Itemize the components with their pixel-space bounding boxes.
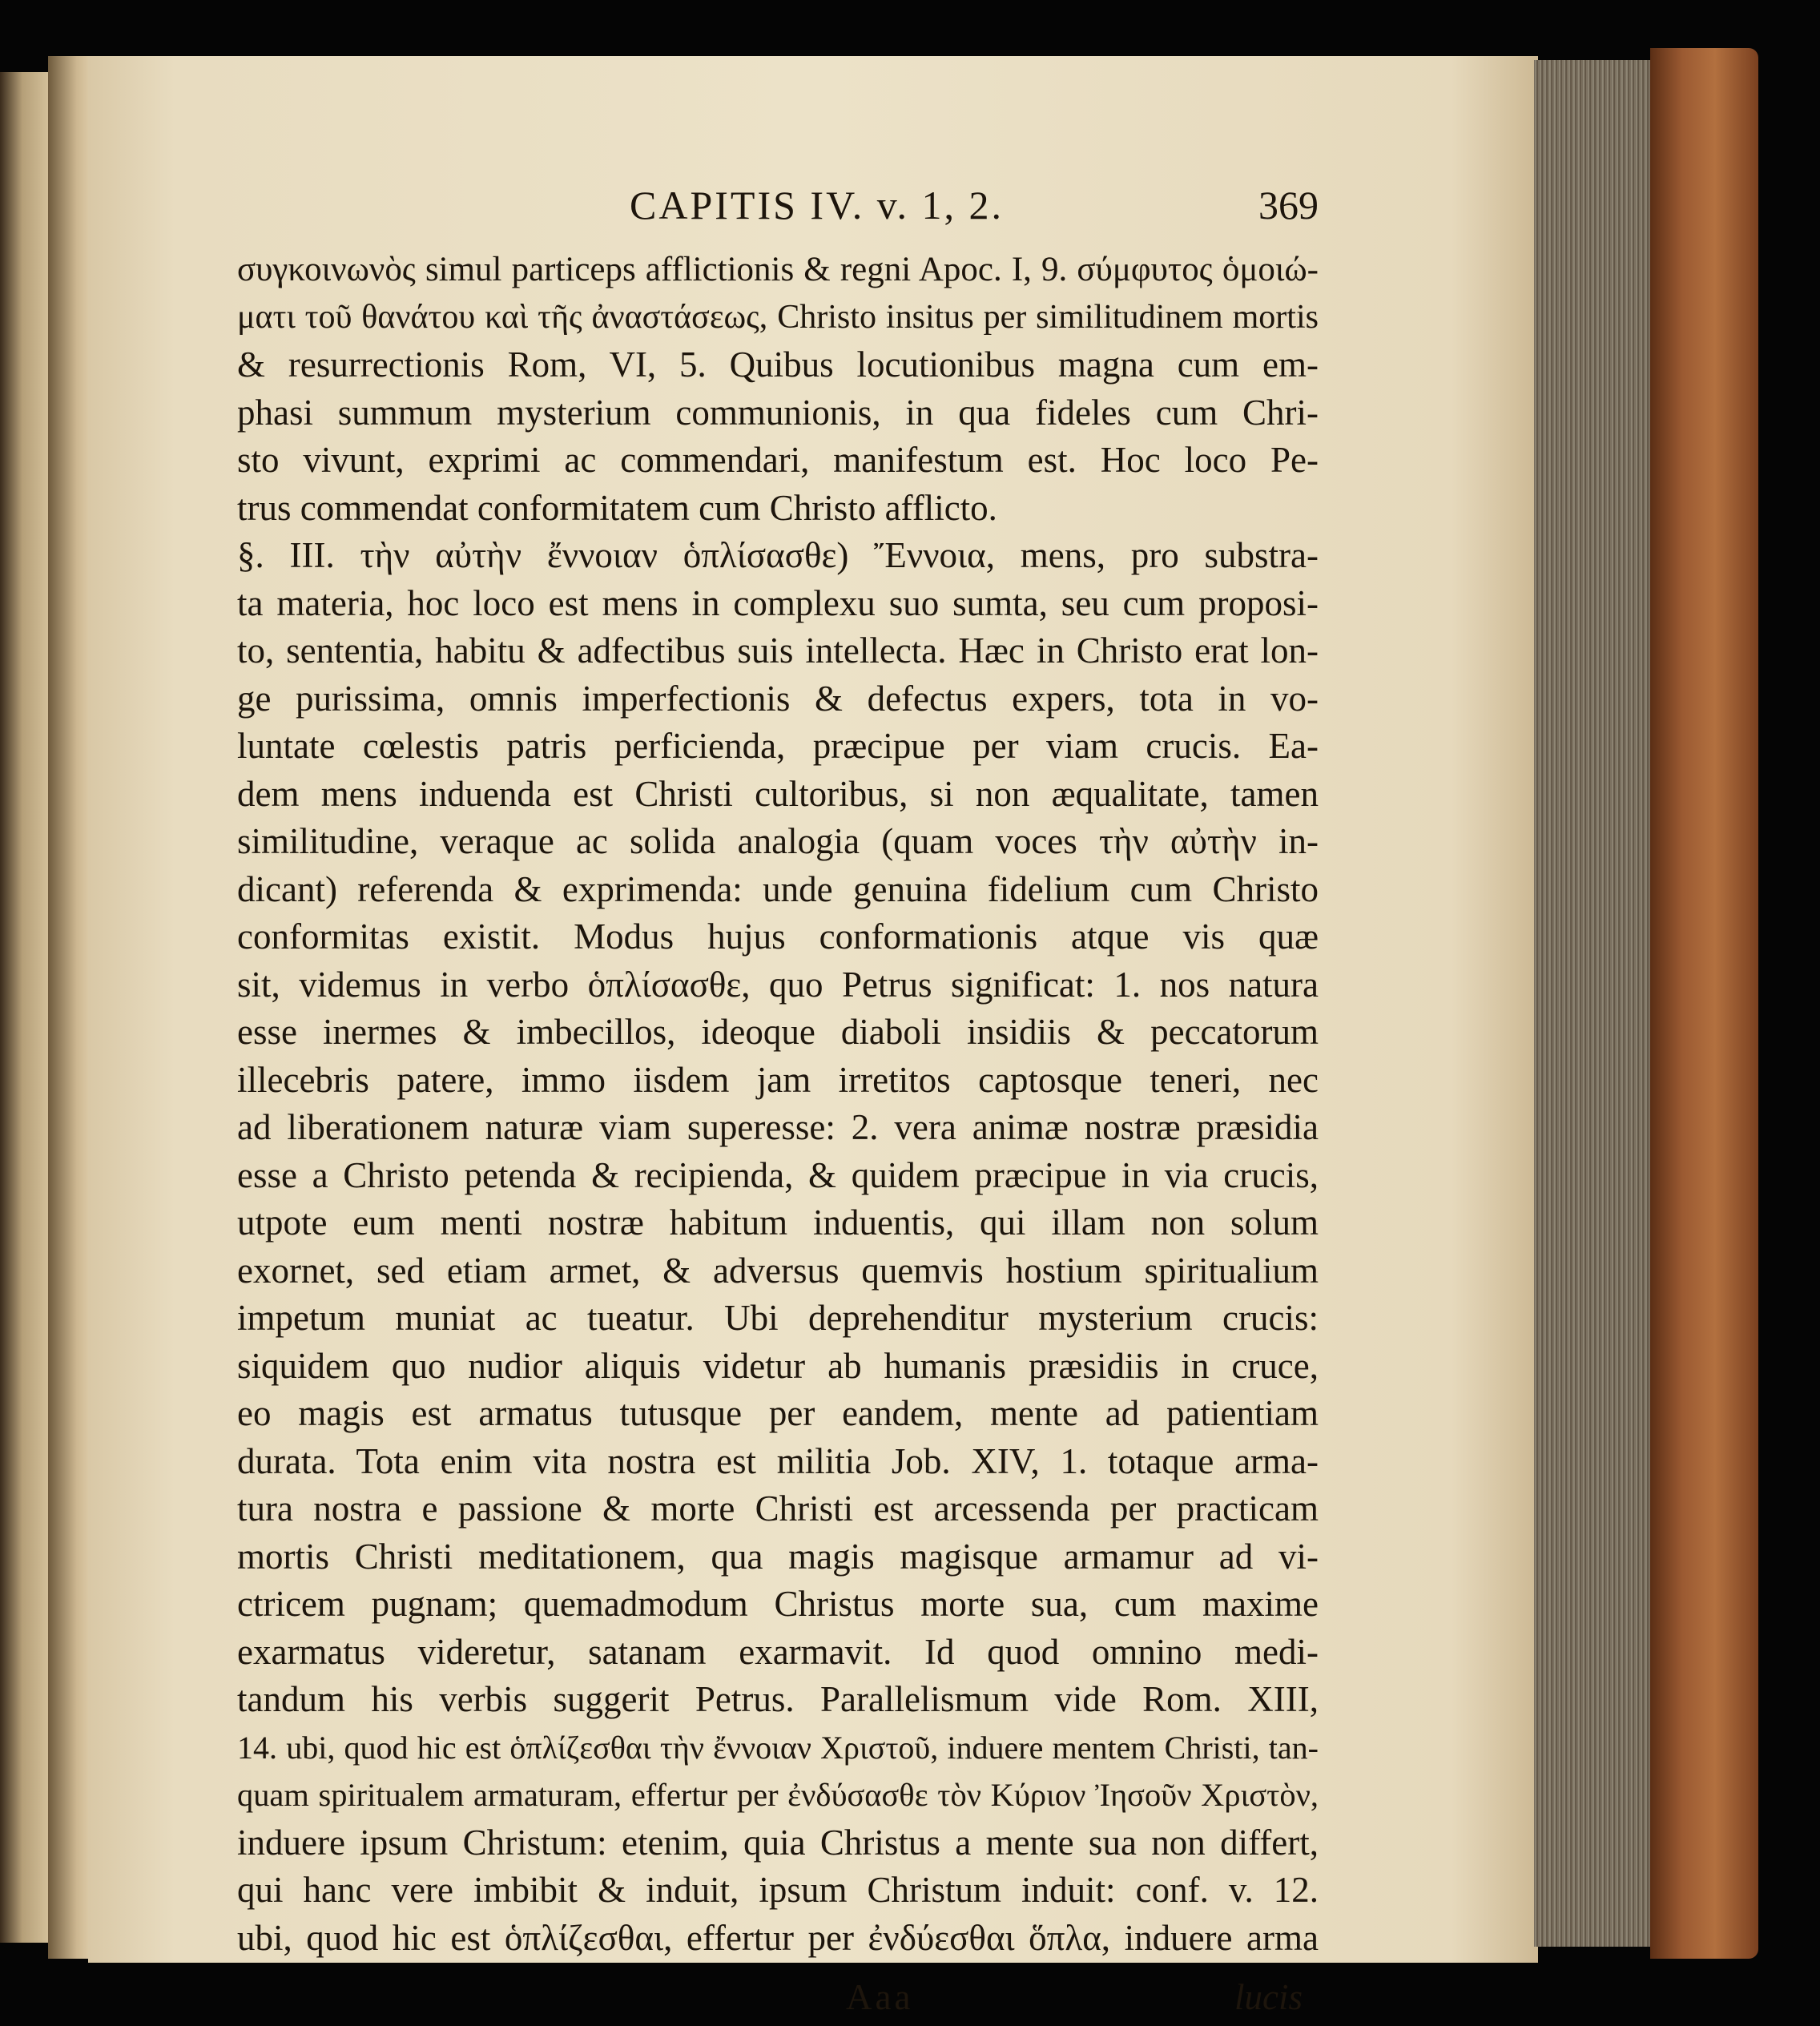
body-text	[237, 246, 1319, 1962]
text-line: qui hanc vere imbibit & induit, ipsum Christum induit: conf. v. 12.	[237, 1870, 1319, 1910]
text-line: sto vivunt, exprimi ac commendari, manifestum est. Hoc loco Pe-	[237, 440, 1319, 480]
text-line: ubi, quod hic est ὁπλίζεσθαι, effertur per ἐνδύεσθαι ὅπλα, induere arma	[237, 1917, 1319, 1958]
text-line: impetum muniat ac tueatur. Ubi deprehenditur mysterium crucis:	[237, 1298, 1319, 1338]
text-line: utpote eum menti nostræ habitum induentis, qui illam non solum	[237, 1202, 1319, 1243]
text-line: mortis Christi meditationem, qua magis magisque armamur ad vi-	[237, 1536, 1319, 1577]
text-line: to, sententia, habitu & adfectibus suis intellecta. Hæc in Christo erat lon-	[237, 630, 1319, 671]
text-line: sit, videmus in verbo ὁπλίσασθε, quo Petrus significat: 1. nos natura	[237, 964, 1319, 1005]
text-line: phasi summum mysterium communionis, in qua fideles cum Chri-	[237, 392, 1319, 433]
text-line: exornet, sed etiam armet, & adversus quemvis hostium spiritualium	[237, 1250, 1319, 1291]
page-number: 369	[1258, 183, 1319, 228]
text-line: tandum his verbis suggerit Petrus. Parallelismum vide Rom. XIII,	[237, 1679, 1319, 1719]
page-block-edge	[1534, 60, 1654, 1947]
text-line: luntate cœlestis patris perficienda, præcipue per viam crucis. Ea-	[237, 726, 1319, 766]
signature-mark: Aaa	[846, 1977, 914, 2017]
left-page-edge	[0, 72, 50, 1943]
catchword: lucis	[1234, 1977, 1303, 2017]
text-line: ge purissima, omnis imperfectionis & defectus expers, tota in vo-	[237, 678, 1319, 719]
text-line: esse a Christo petenda & recipienda, & quidem præcipue in via crucis,	[237, 1154, 1319, 1195]
text-line: ad liberationem naturæ viam superesse: 2. vera animæ nostræ præsidia	[237, 1107, 1319, 1147]
page-text	[237, 172, 1319, 2026]
leather-cover-edge	[1650, 48, 1758, 1959]
text-line: & resurrectionis Rom, VI, 5. Quibus locutionibus magna cum em-	[237, 344, 1319, 385]
text-line: §. III. τὴν αὐτὴν ἔννοιαν ὁπλίσασθε) Ἔννοια, mens, pro substra-	[237, 535, 1319, 575]
text-line: induere ipsum Christum: etenim, quia Christus a mente sua non differt,	[237, 1822, 1319, 1863]
text-line: illecebris patere, immo iisdem jam irretitos captosque teneri, nec	[237, 1059, 1319, 1100]
text-line: tura nostra e passione & morte Christi est arcessenda per practicam	[237, 1488, 1319, 1529]
text-line: trus commendat conformitatem cum Christo afflicto.	[237, 487, 997, 528]
running-title: CAPITIS IV. v. 1, 2.	[630, 183, 1004, 228]
text-line: similitudine, veraque ac solida analogia (quam voces τὴν αὐτὴν in-	[237, 821, 1319, 861]
text-line: quam spiritualem armaturam, effertur per ἐνδύσασθε τὸν Κύριον Ἰησοῦν Χριστὸν,	[237, 1777, 1319, 1813]
text-line: conformitas existit. Modus hujus conformationis atque vis quæ	[237, 916, 1319, 957]
text-line: ctricem pugnam; quemadmodum Christus morte sua, cum maxime	[237, 1584, 1319, 1624]
text-line: exarmatus videretur, satanam exarmavit. Id quod omnino medi-	[237, 1631, 1319, 1672]
text-line: dicant) referenda & exprimenda: unde genuina fidelium cum Christo	[237, 868, 1319, 909]
page-footer	[237, 1962, 1319, 2026]
text-line: siquidem quo nudior aliquis videtur ab humanis præsidiis in cruce,	[237, 1345, 1319, 1386]
text-line: esse inermes & imbecillos, ideoque diaboli insidiis & peccatorum	[237, 1012, 1319, 1052]
text-line: 14. ubi, quod hic est ὁπλίζεσθαι τὴν ἔννοιαν Χριστοῦ, induere mentem Christi, tan-	[237, 1729, 1319, 1766]
page-header	[237, 172, 1319, 246]
text-line: durata. Tota enim vita nostra est militia Job. XIV, 1. totaque arma-	[237, 1440, 1319, 1481]
text-line: συγκοινωνὸς simul particeps afflictionis & regni Apoc. I, 9. σύμφυτος ὁμοιώ-	[237, 251, 1319, 288]
text-line: dem mens induenda est Christi cultoribus, si non æqualitate, tamen	[237, 773, 1319, 814]
text-line: ματι τοῦ θανάτου καὶ τῆς ἀναστάσεως, Christo insitus per similitudinem mortis	[237, 298, 1319, 336]
text-line: eo magis est armatus tutusque per eandem, mente ad patientiam	[237, 1393, 1319, 1433]
text-line: ta materia, hoc loco est mens in complexu suo sumta, seu cum proposi-	[237, 582, 1319, 623]
